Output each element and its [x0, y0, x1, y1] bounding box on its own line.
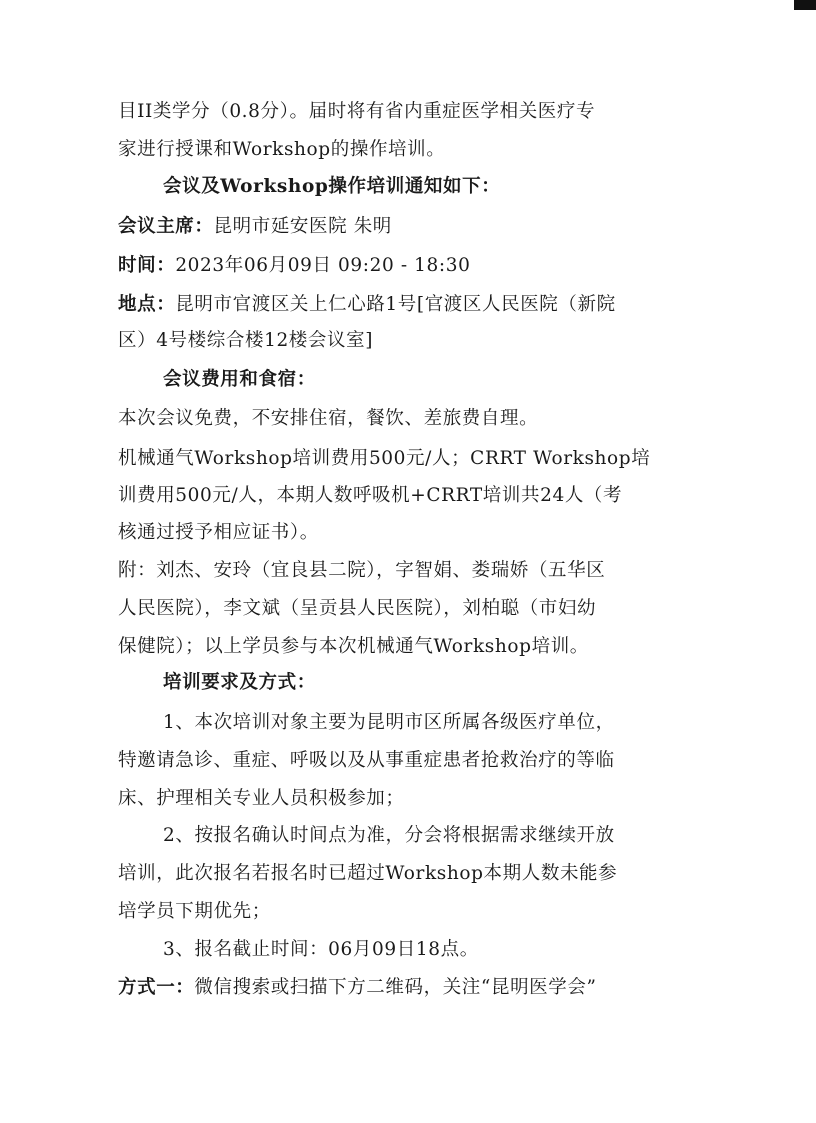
text-line: 家进行授课和Workshop的操作培训。 [118, 139, 446, 160]
text-line: 1、本次培训对象主要为昆明市区所属各级医疗单位， [163, 712, 615, 733]
text-line: 目II类学分（0.8分）。届时将有省内重症医学相关医疗专 [118, 101, 596, 122]
text-line: 保健院）；以上学员参与本次机械通气Workshop培训。 [118, 636, 589, 657]
field-value: 昆明市延安医院 朱明 [213, 216, 392, 237]
text-line: 附：刘杰、安玲（宜良县二院），字智娟、娄瑞娇（五华区 [118, 560, 606, 581]
text-line: 区）4号楼综合楼12楼会议室] [118, 330, 374, 351]
text-line: 本次会议免费，不安排住宿，餐饮、差旅费自理。 [118, 408, 539, 429]
field-label: 会议主席： [118, 216, 214, 237]
field-value: 2023年06月09日 09:20 - 18:30 [175, 255, 471, 276]
text-line: 2、按报名确认时间点为准，分会将根据需求继续开放 [163, 825, 615, 846]
meeting-time-line [118, 253, 471, 279]
section-heading: 培训要求及方式： [163, 672, 316, 693]
method-one-line [118, 975, 597, 1001]
field-label: 方式一： [118, 977, 195, 998]
field-label: 地点： [118, 294, 176, 315]
field-value: 微信搜索或扫描下方二维码，关注“昆明医学会” [194, 977, 597, 998]
text-line: 3、报名截止时间：06月09日18点。 [163, 939, 479, 960]
text-line: 床、护理相关专业人员积极参加； [118, 788, 405, 809]
field-label: 时间： [118, 255, 176, 276]
text-line: 培训，此次报名若报名时已超过Workshop本期人数未能参 [118, 863, 618, 884]
text-line: 机械通气Workshop培训费用500元/人；CRRT Workshop培 [118, 448, 651, 469]
scan-edge-mark [794, 0, 816, 10]
text-line: 人民医院），李文斌（呈贡县人民医院），刘柏聪（市妇幼 [118, 598, 597, 619]
section-heading: 会议及Workshop操作培训通知如下： [163, 176, 501, 197]
text-line: 培学员下期优先； [118, 901, 271, 922]
meeting-chair-line [118, 214, 392, 240]
text-line: 训费用500元/人，本期人数呼吸机+CRRT培训共24人（考 [118, 485, 623, 506]
section-heading: 会议费用和食宿： [163, 369, 316, 390]
meeting-location-line [118, 292, 616, 318]
text-line: 核通过授予相应证书）。 [118, 522, 319, 543]
text-line: 特邀请急诊、重症、呼吸以及从事重症患者抢救治疗的等临 [118, 750, 615, 771]
field-value: 昆明市官渡区关上仁心路1号[官渡区人民医院（新院 [175, 294, 616, 315]
